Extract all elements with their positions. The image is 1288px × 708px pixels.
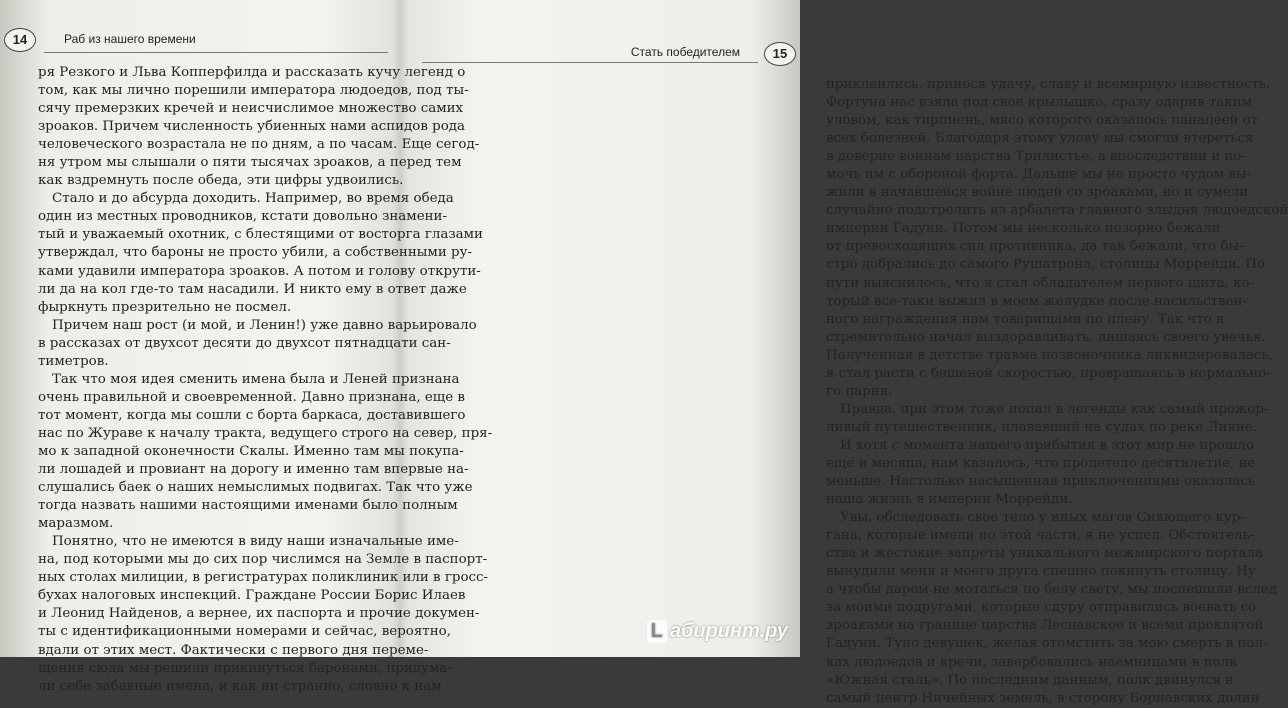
text-line: торый все-таки выжил в моем желудке после насильствен-	[826, 293, 1247, 309]
text-line: Гадуни. Тупо девушек, желая отомстить за мою смерть в пол-	[826, 636, 1268, 652]
right-header-rule	[422, 62, 758, 63]
left-header-rule	[44, 52, 388, 53]
text-line: меньше. Настолько насыщенная приключениями оказалась	[826, 474, 1256, 490]
text-line: зроаков. Причем численность убиенных нами аспидов рода	[38, 119, 466, 135]
text-line: ках людоедов и кречи, завербовались наемницами в полк	[826, 654, 1238, 670]
text-line: в рассказах от двухсот десяти до двухсот пятнадцати сан-	[38, 335, 451, 351]
right-page-body	[826, 76, 1288, 708]
text-line: один из местных проводников, кстати довольно знамени-	[38, 209, 447, 225]
text-line: пути выяснилось, что я стал обладателем первого щита, ко-	[826, 275, 1255, 291]
watermark-badge: L	[647, 620, 667, 643]
labirint-watermark	[647, 620, 788, 643]
text-line: ливый путешественник, плававший на судах по реке Лияне.	[826, 419, 1257, 435]
text-line: фыркнуть презрительно не посмел.	[38, 299, 292, 315]
left-page	[0, 0, 493, 694]
text-line: ного награждения нам товарищами по плену. Так что я	[826, 311, 1225, 327]
text-line: Понятно, что не имеются в виду наши изначальные име-	[52, 534, 459, 550]
text-line: в доверие воинам царства Трилистье, а впоследствии и по-	[826, 149, 1246, 165]
text-line: Стало и до абсурда доходить. Например, во время обеда	[52, 191, 454, 207]
text-line: на, под которыми мы до сих пор числимся на Земле в паспорт-	[38, 552, 488, 568]
text-line: самый центр Ничейных земель, в сторону Борнавских долин	[826, 690, 1260, 706]
text-line: слушались баек о наших немыслимых подвигах. Так что уже	[38, 480, 473, 496]
text-line: зроаками на границе царства Леснавское и всеми проклятой	[826, 618, 1264, 634]
text-line: всех болезней. Благодаря этому улову мы смогли втереться	[826, 131, 1254, 147]
text-line: ня утром мы слышали о пяти тысячах зроаков, а перед тем	[38, 155, 462, 171]
text-line: «Южная сталь». По последним данным, полк двинулся в	[826, 672, 1233, 688]
text-line: уловом, как тирпиень, мясо которого оказалось панацеей от	[826, 113, 1259, 129]
text-line: мочь им с обороной форта. Дальше мы не просто чудом вы-	[826, 167, 1252, 183]
text-line: ты с идентификационными номерами и сейчас, вероятно,	[38, 624, 451, 640]
text-line: го парня.	[826, 383, 893, 399]
text-line: вынудили меня и моего друга спешно покинуть столицу. Ну	[826, 564, 1256, 580]
watermark-text: абиринт.ру	[669, 620, 788, 642]
text-line: и Леонид Найденов, а вернее, их паспорта и прочие докумен-	[38, 606, 480, 622]
text-line: Увы, обследовать свое тело у иных магов Сияющего кур-	[840, 510, 1245, 526]
text-line: ли да на кол где-то там насадили. И никто ему в ответ даже	[38, 281, 467, 297]
text-line: тиметров.	[38, 353, 109, 369]
text-line: Полученная в детстве травма позвоночника ликвидировалась,	[826, 347, 1273, 363]
left-page-body	[38, 64, 493, 696]
right-page-header	[416, 44, 796, 70]
text-line: Правда, при этом тоже попал в легенды как самый прожор-	[840, 401, 1269, 417]
text-line: случайно подстрелить из арбалета главного злыдня людоедской	[826, 203, 1288, 219]
text-line: Фортуна нас взяла под свое крылышко, сразу одарив таким	[826, 95, 1253, 111]
right-page-running-title: Стать победителем	[630, 45, 740, 59]
text-line: мо к западной оконечности Скалы. Именно там мы покупа-	[38, 443, 464, 459]
text-line: тот момент, когда мы сошли с борта баркаса, доставившего	[38, 407, 466, 423]
text-line: нас по Жураве к началу тракта, ведущего строго на север, пря-	[38, 425, 493, 441]
right-page-number: 15	[764, 42, 796, 66]
text-line: бухах налоговых инспекций. Граждане России Борис Илаев	[38, 588, 466, 604]
text-line: Так что моя идея сменить имена была и Леней признана	[52, 371, 460, 387]
text-line: жили в начавшейся войне людей со зроаками, но и сумели	[826, 185, 1249, 201]
text-line: ками удавили императора зроаков. А потом и голову открути-	[38, 263, 481, 279]
text-line: утверждал, что бароны не просто убили, а собственными ру-	[38, 245, 472, 261]
text-line: человеческого возрастала не по дням, а по часам. Еще сегод-	[38, 137, 480, 153]
text-line: ства и жестокие запреты уникального межмирского портала	[826, 546, 1264, 562]
text-line: тый и уважаемый охотник, с блестящими от восторга глазами	[38, 227, 483, 243]
text-line: как вздремнуть после обеда, эти цифры удвоились.	[38, 173, 404, 189]
text-line: ных столах милиции, в регистратурах поликлиник или в гросс-	[38, 570, 489, 586]
text-line: вдали от этих мест. Фактически с первого дня переме-	[38, 642, 429, 658]
text-line: сячу премерзких кречей и неисчислимое множество самих	[38, 101, 464, 117]
text-line: том, как мы лично порешили императора людоедов, под ты-	[38, 83, 469, 99]
text-line: ря Резкого и Льва Копперфилда и рассказать кучу легенд о	[38, 65, 466, 80]
text-line: очень правильной и своевременной. Давно признана, еще в	[38, 389, 465, 405]
text-line: приклеились, принося удачу, славу и всемирную известность.	[826, 77, 1271, 92]
text-line: щения сюда мы решили прикинуться баронами, придума-	[38, 660, 452, 676]
text-line: я стал расти с бешеной скоростью, превращаясь в нормально-	[826, 365, 1271, 381]
text-line: за моими подругами, которые сдуру отправились воевать со	[826, 600, 1257, 616]
text-line: тогда назвать нашими настоящими именами было полным	[38, 498, 458, 514]
text-line: еще и месяца, нам казалось, что пролетело десятилетие, не	[826, 455, 1256, 471]
text-line: ли лошадей и провиант на дорогу и именно там впервые на-	[38, 462, 469, 478]
text-line: стремительно начал выздоравливать, лишаясь своего увечья.	[826, 329, 1266, 345]
text-line: стро добрались до самого Рушатрона, столицы Моррейди. По	[826, 257, 1265, 273]
left-page-running-title: Раб из нашего времени	[64, 32, 196, 46]
right-page	[402, 0, 1288, 706]
text-line: ли себе забавные имена, и как ни странно, словно к нам	[38, 678, 442, 694]
text-line: Причем наш рост (и мой, и Ленин!) уже давно варьировало	[52, 317, 477, 333]
text-line: от превосходящих сил противника, да так бежали, что бы-	[826, 239, 1244, 255]
text-line: И хотя с момента нашего прибытия в этот мир не прошло	[840, 437, 1254, 453]
text-line: а чтобы даром не мотаться по белу свету, мы поспешили вслед	[826, 582, 1278, 598]
text-line: гана, которые имели по этой части, я не успел. Обстоятель-	[826, 528, 1255, 544]
text-line: империи Гадуни. Потом мы несколько позорно бежали	[826, 221, 1221, 237]
left-page-number: 14	[4, 28, 36, 52]
text-line: наша жизнь в империи Моррейди.	[826, 492, 1073, 508]
text-line: маразмом.	[38, 516, 114, 532]
